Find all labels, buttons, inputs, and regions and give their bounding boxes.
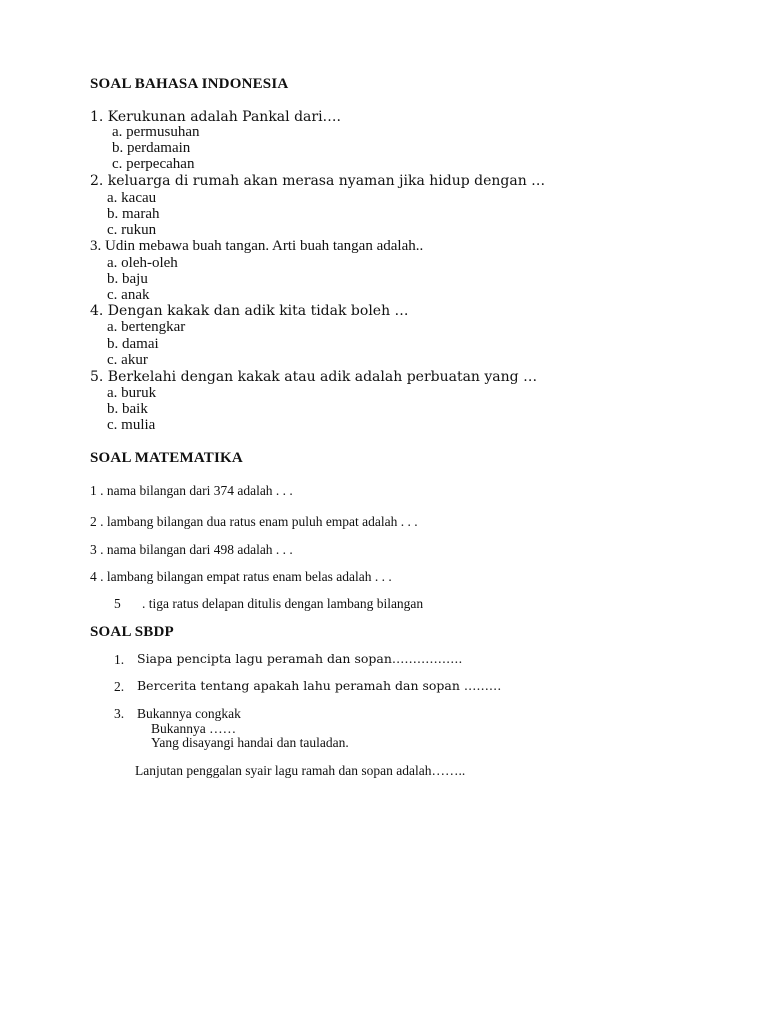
question-sbdp-3-prompt: Lanjutan penggalan syair lagu ramah dan sopan adalah…….. <box>135 763 466 778</box>
question-matematika-2: 2 . lambang bilangan dua ratus enam puluh empat adalah . . . <box>90 514 418 529</box>
poem-line-2: Bukannya …… <box>151 721 237 736</box>
question-matematika-1: 1 . nama bilangan dari 374 adalah . . . <box>90 483 293 498</box>
section-heading-matematika: SOAL MATEMATIKA <box>90 450 243 466</box>
question-sbdp-1-number: 1. <box>114 652 125 667</box>
option-bahasa-1a: a. permusuhan <box>112 124 200 140</box>
option-bahasa-4a: a. bertengkar <box>107 319 186 335</box>
section-heading-bahasa: SOAL BAHASA INDONESIA <box>90 76 289 92</box>
option-bahasa-3b: b. baju <box>107 271 148 287</box>
question-sbdp-1-text: Siapa pencipta lagu peramah dan sopan…………….. <box>137 651 463 666</box>
question-sbdp-2-text: Bercerita tentang apakah lahu peramah dan sopan ……… <box>137 678 502 693</box>
option-bahasa-3c: c. anak <box>107 287 150 303</box>
option-bahasa-3a: a. oleh-oleh <box>107 255 178 271</box>
question-bahasa-1: 1. Kerukunan adalah Pankal dari…. <box>90 109 342 125</box>
option-bahasa-2b: b. marah <box>107 206 160 222</box>
section-heading-sbdp: SOAL SBDP <box>90 624 174 640</box>
question-bahasa-3: 3. Udin mebawa buah tangan. Arti buah tangan adalah.. <box>90 238 424 254</box>
question-bahasa-5: 5. Berkelahi dengan kakak atau adik adalah perbuatan yang … <box>90 369 538 385</box>
poem-line-1: Bukannya congkak <box>137 706 241 721</box>
option-bahasa-1b: b. perdamain <box>112 140 191 156</box>
question-matematika-5-text: . tiga ratus delapan ditulis dengan lambang bilangan <box>142 596 424 611</box>
question-matematika-4: 4 . lambang bilangan empat ratus enam belas adalah . . . <box>90 569 392 584</box>
question-matematika-3: 3 . nama bilangan dari 498 adalah . . . <box>90 542 293 557</box>
option-bahasa-5b: b. baik <box>107 401 148 417</box>
question-sbdp-2-number: 2. <box>114 679 125 694</box>
option-bahasa-2c: c. rukun <box>107 222 157 238</box>
question-matematika-5-number: 5 <box>114 596 121 611</box>
poem-line-3: Yang disayangi handai dan tauladan. <box>151 735 349 750</box>
option-bahasa-1c: c. perpecahan <box>112 156 195 172</box>
option-bahasa-2a: a. kacau <box>107 190 157 206</box>
question-sbdp-3-number: 3. <box>114 706 125 721</box>
option-bahasa-4b: b. damai <box>107 336 159 352</box>
option-bahasa-5c: c. mulia <box>107 417 156 433</box>
question-bahasa-4: 4. Dengan kakak dan adik kita tidak boleh … <box>90 303 409 319</box>
option-bahasa-4c: c. akur <box>107 352 148 368</box>
question-bahasa-2: 2. keluarga di rumah akan merasa nyaman jika hidup dengan … <box>90 173 546 189</box>
option-bahasa-5a: a. buruk <box>107 385 157 401</box>
